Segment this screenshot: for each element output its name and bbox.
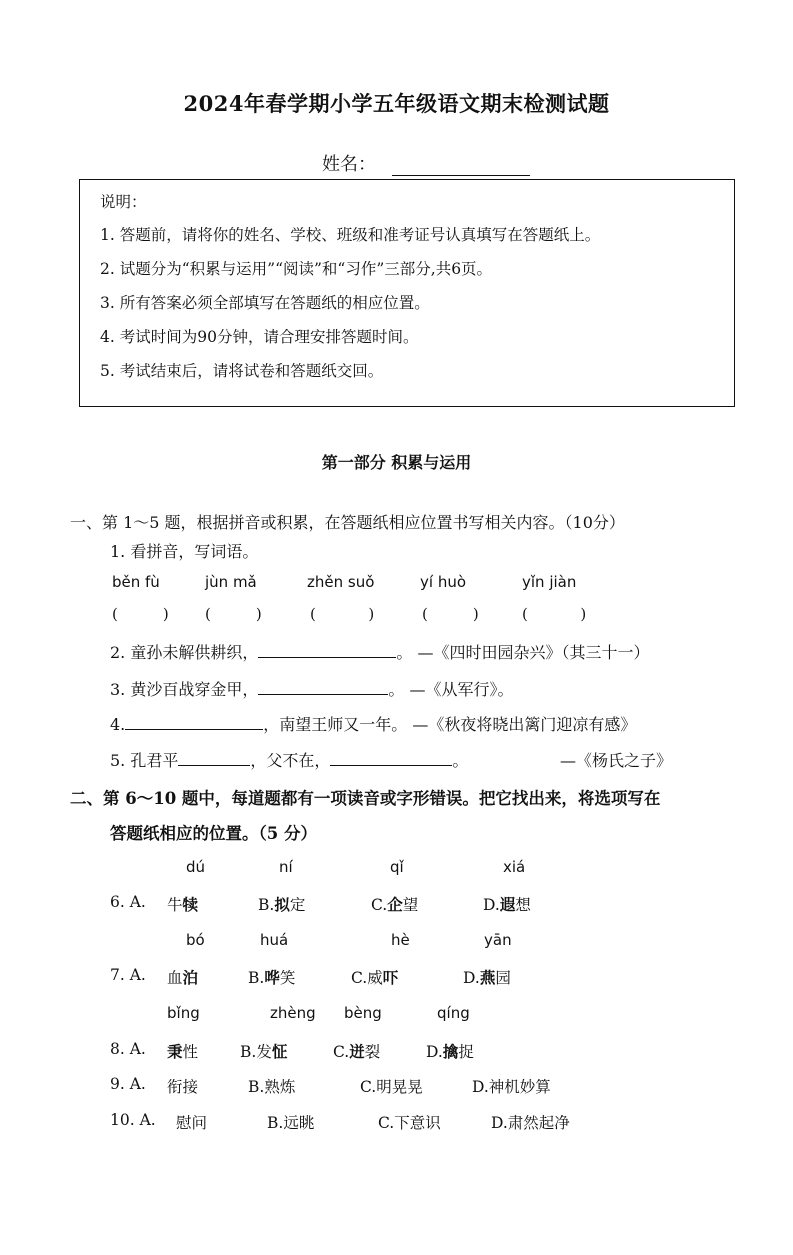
q8-option-b[interactable]: B.发怔 bbox=[240, 1042, 288, 1061]
part2-heading-line1: 二、第 6～10 题中，每道题都有一项读音或字形错误。把它找出来，将选项写在 bbox=[70, 789, 661, 808]
q7-option-c[interactable]: C.威吓 bbox=[351, 968, 399, 987]
notice-item: 1. 答题前，请将你的姓名、学校、班级和准考证号认真填写在答题纸上。 bbox=[100, 226, 601, 244]
q5-source: —《杨氏之子》 bbox=[560, 751, 673, 770]
q6-option-d[interactable]: D.遐想 bbox=[483, 895, 531, 914]
notice-heading: 说明： bbox=[100, 193, 147, 211]
q8-option-a[interactable]: 秉性 bbox=[167, 1042, 199, 1061]
q8-option-d[interactable]: D.擒捉 bbox=[426, 1042, 474, 1061]
q4 bbox=[110, 712, 636, 735]
q9-option-b[interactable]: B.熟炼 bbox=[248, 1078, 296, 1096]
q10-option-c[interactable]: C.下意识 bbox=[378, 1114, 441, 1132]
q1-prompt: 1. 看拼音，写词语。 bbox=[110, 542, 259, 561]
pinyin-1: běn fù bbox=[112, 573, 160, 591]
q5-mid: ，父不在， bbox=[250, 751, 331, 770]
q6-option-b[interactable]: B.拟定 bbox=[258, 895, 306, 914]
q6-pinyin-d: xiá bbox=[503, 858, 526, 876]
q6-option-a[interactable]: 牛犊 bbox=[167, 895, 199, 914]
q5-end: 。 bbox=[452, 751, 469, 770]
q6-pinyin-b: ní bbox=[279, 858, 293, 876]
q7-option-a[interactable]: 血泊 bbox=[167, 968, 199, 987]
q10-option-a[interactable]: 慰问 bbox=[176, 1114, 208, 1132]
name-field bbox=[322, 150, 530, 176]
q2-blank[interactable] bbox=[258, 641, 396, 658]
q3-blank[interactable] bbox=[258, 678, 388, 695]
q2 bbox=[110, 640, 649, 663]
part1-heading: 一、第 1～5 题，根据拼音或积累，在答题纸相应位置书写相关内容。（10分） bbox=[70, 513, 625, 532]
q9-option-d[interactable]: D.神机妙算 bbox=[472, 1078, 551, 1096]
page-title: 2024年春学期小学五年级语文期末检测试题 bbox=[183, 91, 610, 116]
answer-paren-2[interactable]: ( ) bbox=[205, 605, 262, 623]
q10-number: 10. A. bbox=[110, 1111, 156, 1129]
q9-number: 9. A. bbox=[110, 1075, 146, 1093]
q6-option-c[interactable]: C.企望 bbox=[371, 895, 419, 914]
q8-pinyin-d: qíng bbox=[437, 1004, 470, 1022]
answer-paren-3[interactable]: ( ) bbox=[310, 605, 375, 623]
name-blank[interactable] bbox=[392, 157, 530, 176]
q8-pinyin-b: zhèng bbox=[270, 1004, 316, 1022]
q5-text: 5. 孔君平 bbox=[110, 751, 179, 770]
answer-paren-1[interactable]: ( ) bbox=[112, 605, 169, 623]
pinyin-4: yí huò bbox=[420, 573, 467, 591]
q2-text: 2. 童孙未解供耕织， bbox=[110, 643, 259, 662]
q4-source: ，南望王师又一年。 —《秋夜将晓出篱门迎凉有感》 bbox=[263, 715, 637, 734]
q3-text: 3. 黄沙百战穿金甲， bbox=[110, 680, 259, 699]
q4-text: 4. bbox=[110, 715, 126, 734]
q6-pinyin-a: dú bbox=[186, 858, 206, 876]
notice-item: 5. 考试结束后，请将试卷和答题纸交回。 bbox=[100, 362, 384, 380]
q3-source: 。 —《从军行》。 bbox=[388, 680, 514, 699]
q6-number: 6. A. bbox=[110, 893, 146, 911]
q7-pinyin-b: huá bbox=[260, 931, 289, 949]
q8-pinyin-c: bèng bbox=[344, 1004, 382, 1022]
answer-paren-5[interactable]: ( ) bbox=[522, 605, 587, 623]
q10-option-d[interactable]: D.肃然起净 bbox=[491, 1114, 570, 1132]
q7-pinyin-a: bó bbox=[186, 931, 205, 949]
notice-item: 2. 试题分为“积累与运用”“阅读”和“习作”三部分,共6页。 bbox=[100, 260, 493, 278]
q5-blank-2[interactable] bbox=[330, 749, 452, 766]
q7-number: 7. A. bbox=[110, 966, 146, 984]
q10-option-b[interactable]: B.远眺 bbox=[267, 1114, 315, 1132]
q7-option-b[interactable]: B.哗笑 bbox=[248, 968, 296, 987]
name-label: 姓名： bbox=[322, 154, 376, 175]
q7-pinyin-d: yān bbox=[484, 931, 512, 949]
q3 bbox=[110, 677, 513, 700]
q4-blank[interactable] bbox=[125, 713, 263, 730]
q5-blank-1[interactable] bbox=[178, 749, 250, 766]
q7-option-d[interactable]: D.燕园 bbox=[463, 968, 511, 987]
q9-option-a[interactable]: 衔接 bbox=[167, 1078, 199, 1096]
pinyin-2: jùn mǎ bbox=[205, 573, 257, 591]
q6-pinyin-c: qǐ bbox=[390, 858, 404, 876]
q9-option-c[interactable]: C.明晃晃 bbox=[360, 1078, 423, 1096]
part2-heading-line2: 答题纸相应的位置。（5 分） bbox=[110, 824, 317, 843]
section-heading: 第一部分 积累与运用 bbox=[321, 453, 472, 472]
q7-pinyin-c: hè bbox=[391, 931, 410, 949]
q8-number: 8. A. bbox=[110, 1040, 146, 1058]
q5 bbox=[110, 748, 468, 771]
answer-paren-4[interactable]: ( ) bbox=[422, 605, 479, 623]
pinyin-5: yǐn jiàn bbox=[522, 573, 577, 591]
q2-source: 。 —《四时田园杂兴》（其三十一） bbox=[396, 643, 650, 662]
notice-item: 4. 考试时间为90分钟，请合理安排答题时间。 bbox=[100, 328, 419, 346]
q8-option-c[interactable]: C.迸裂 bbox=[333, 1042, 381, 1061]
q8-pinyin-a: bǐng bbox=[167, 1004, 200, 1022]
pinyin-3: zhěn suǒ bbox=[307, 573, 375, 591]
notice-item: 3. 所有答案必须全部填写在答题纸的相应位置。 bbox=[100, 294, 430, 312]
notice-box bbox=[79, 179, 735, 407]
